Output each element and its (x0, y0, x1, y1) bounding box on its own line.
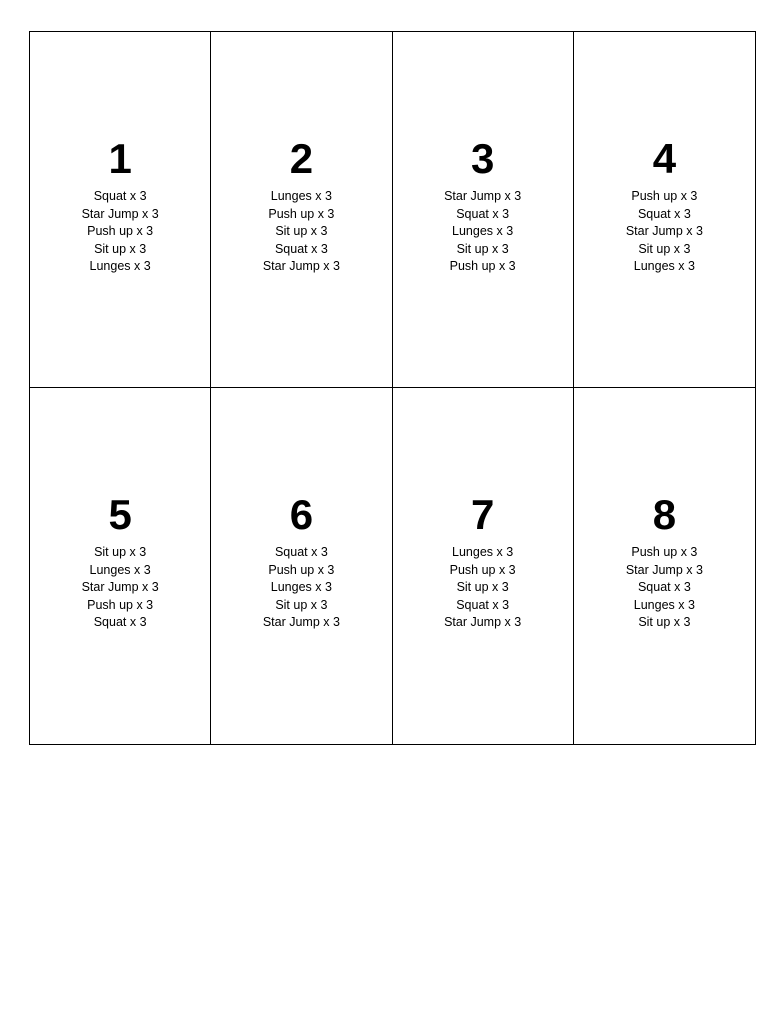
exercise-list (393, 188, 573, 276)
exercise-item: Push up x 3 (87, 224, 154, 238)
exercise-item: Lunges x 3 (452, 545, 514, 559)
exercise-item: Squat x 3 (274, 241, 328, 256)
exercise-item: Lunges x 3 (89, 259, 151, 273)
exercise-item: Squat x 3 (456, 206, 510, 221)
card-content (393, 136, 573, 276)
exercise-item: Sit up x 3 (638, 615, 691, 629)
card-content (574, 492, 755, 632)
exercise-item: Push up x 3 (631, 545, 698, 559)
exercise-list (211, 544, 391, 632)
exercise-item: Lunges x 3 (633, 597, 695, 612)
exercise-item: Squat x 3 (637, 206, 691, 221)
exercise-item: Lunges x 3 (89, 562, 151, 577)
exercise-item: Sit up x 3 (456, 580, 509, 594)
card-number: 8 (652, 491, 677, 538)
exercise-list (574, 188, 755, 276)
exercise-item: Star Jump x 3 (625, 562, 703, 577)
exercise-item: Star Jump x 3 (444, 615, 522, 629)
exercise-item: Star Jump x 3 (444, 189, 522, 203)
exercise-item: Sit up x 3 (94, 241, 147, 256)
exercise-item: Squat x 3 (93, 615, 147, 629)
card-content (211, 492, 391, 632)
exercise-list (574, 544, 755, 632)
exercise-item: Lunges x 3 (452, 224, 514, 238)
card-content (393, 492, 573, 632)
card-content (30, 136, 210, 276)
exercise-card-3 (393, 32, 574, 388)
card-content (30, 492, 210, 632)
exercise-item: Push up x 3 (87, 597, 154, 612)
exercise-item: Star Jump x 3 (81, 206, 159, 221)
exercise-item: Star Jump x 3 (81, 580, 159, 594)
exercise-item: Lunges x 3 (270, 580, 332, 594)
exercise-item: Sit up x 3 (94, 545, 147, 559)
exercise-item: Sit up x 3 (456, 241, 509, 256)
exercise-item: Push up x 3 (268, 206, 335, 221)
exercise-item: Sit up x 3 (275, 224, 328, 238)
card-number: 3 (470, 135, 495, 182)
exercise-item: Squat x 3 (274, 545, 328, 559)
exercise-item: Lunges x 3 (270, 189, 332, 203)
exercise-item: Squat x 3 (93, 189, 147, 203)
card-content (574, 136, 755, 276)
exercise-list (30, 188, 210, 276)
card-number: 6 (289, 491, 314, 538)
exercise-item: Star Jump x 3 (262, 259, 340, 273)
exercise-item: Sit up x 3 (638, 241, 691, 256)
card-number: 4 (652, 135, 677, 182)
exercise-card-grid (29, 31, 756, 745)
exercise-card-7 (393, 388, 574, 744)
exercise-card-8 (574, 388, 755, 744)
exercise-item: Lunges x 3 (633, 259, 695, 273)
card-number: 5 (108, 491, 132, 538)
exercise-item: Sit up x 3 (275, 597, 328, 612)
exercise-item: Star Jump x 3 (262, 615, 340, 629)
card-number: 1 (108, 135, 132, 182)
exercise-list (30, 544, 210, 632)
exercise-item: Push up x 3 (449, 259, 516, 273)
exercise-item: Squat x 3 (456, 597, 510, 612)
exercise-card-6 (211, 388, 392, 744)
exercise-list (211, 188, 391, 276)
exercise-card-4 (574, 32, 755, 388)
exercise-list (393, 544, 573, 632)
card-number: 2 (289, 135, 314, 182)
card-content (211, 136, 391, 276)
exercise-item: Star Jump x 3 (625, 224, 703, 238)
exercise-card-2 (211, 32, 392, 388)
exercise-item: Squat x 3 (637, 580, 691, 594)
exercise-item: Push up x 3 (449, 562, 516, 577)
card-number: 7 (470, 491, 495, 538)
exercise-item: Push up x 3 (268, 562, 335, 577)
exercise-card-1 (30, 32, 211, 388)
exercise-card-5 (30, 388, 211, 744)
exercise-item: Push up x 3 (631, 189, 698, 203)
